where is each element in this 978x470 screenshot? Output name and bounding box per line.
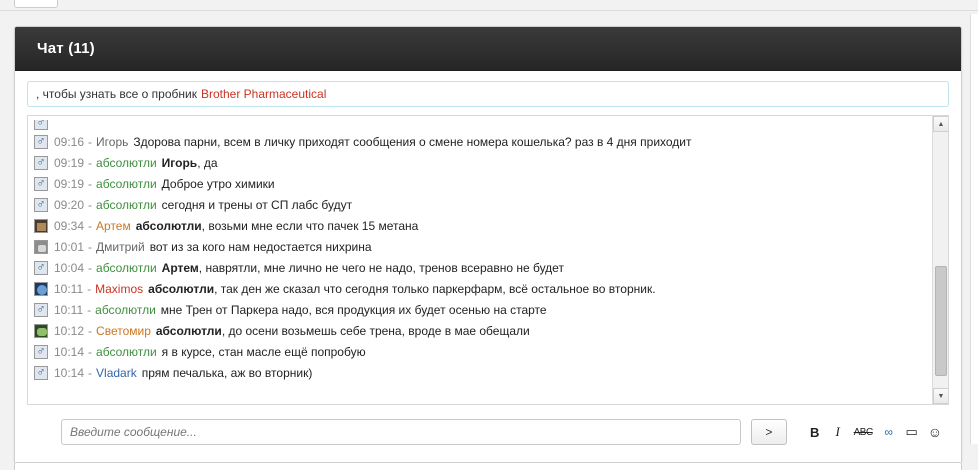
- message-author[interactable]: абсолютли: [95, 303, 156, 317]
- message-separator: -: [88, 198, 93, 212]
- avatar-mars-icon: [34, 198, 48, 212]
- message-author[interactable]: Артем: [96, 219, 131, 233]
- image-icon[interactable]: ▭: [905, 424, 918, 439]
- message-text: , наврятли, мне лично не чего не надо, тренов всеравно не будет: [198, 261, 564, 275]
- message-text: , до осени возьмешь себе трена, вроде в мае обещали: [221, 324, 530, 338]
- chat-message-window: [27, 115, 949, 405]
- message-text: Доброе утро химики: [161, 177, 275, 191]
- message-mention-bold: абсолютли: [135, 219, 202, 233]
- message-text: , так ден же сказал что сегодня только паркерфарм, всё остальное во вторник.: [214, 282, 656, 296]
- list-item: [34, 132, 930, 153]
- message-author[interactable]: абсолютли: [96, 261, 157, 275]
- message-input[interactable]: [61, 419, 741, 445]
- message-timestamp: 09:19: [54, 177, 85, 191]
- message-mention-bold: Артем: [161, 261, 199, 275]
- top-divider: [0, 10, 978, 11]
- message-text: , возьми мне если что пачек 15 метана: [201, 219, 419, 233]
- right-panel-edge: [970, 14, 978, 444]
- list-item: [34, 321, 930, 342]
- chat-message-list: [28, 116, 948, 404]
- avatar-mars-icon: [34, 177, 48, 191]
- send-button[interactable]: >: [751, 419, 787, 445]
- list-item: [34, 174, 930, 195]
- chat-notice-text: , чтобы узнать все о пробник: [36, 87, 197, 101]
- strikethrough-button[interactable]: ABC: [853, 423, 874, 441]
- chat-composer: [27, 405, 949, 451]
- formatting-toolbar: [807, 423, 943, 441]
- avatar-mars-icon: [34, 366, 48, 380]
- avatar-mars-icon: [34, 345, 48, 359]
- list-item: [34, 216, 930, 237]
- message-timestamp: 10:14: [54, 366, 85, 380]
- chat-panel-header: [15, 27, 961, 71]
- message-timestamp: 09:20: [54, 198, 85, 212]
- avatar-mars-icon: [34, 156, 48, 170]
- scroll-up-arrow-icon[interactable]: ▲: [933, 116, 949, 132]
- message-mention-bold: абсолютли: [148, 282, 215, 296]
- avatar: [34, 324, 48, 338]
- message-timestamp: 10:11: [54, 303, 84, 317]
- message-text: мне Трен от Паркера надо, вся продукция их будет осенью на старте: [160, 303, 547, 317]
- message-author[interactable]: абсолютли: [96, 177, 157, 191]
- message-separator: -: [87, 303, 92, 317]
- message-author[interactable]: Дмитрий: [96, 240, 145, 254]
- message-timestamp: 09:34: [54, 219, 85, 233]
- message-separator: -: [88, 345, 93, 359]
- message-separator: -: [88, 156, 93, 170]
- message-timestamp: 10:12: [54, 324, 85, 338]
- link-icon[interactable]: ∞: [881, 423, 897, 441]
- message-text: вот из за кого нам недостается нихрина: [149, 240, 372, 254]
- message-text: я в курсе, стан масле ещё попробую: [161, 345, 366, 359]
- message-author[interactable]: Maximos: [95, 282, 144, 296]
- message-author[interactable]: абсолютли: [96, 345, 157, 359]
- chat-notice-link[interactable]: Brother Pharmaceutical: [200, 87, 327, 101]
- message-text: Здорова парни, всем в личку приходят сообщения о смене номера кошелька? раз в 4 дня приходит: [133, 135, 692, 149]
- message-timestamp: 10:11: [54, 282, 84, 296]
- avatar: [34, 120, 48, 130]
- message-timestamp: 09:19: [54, 156, 85, 170]
- message-author[interactable]: Светомир: [96, 324, 151, 338]
- scrollbar[interactable]: [932, 116, 948, 404]
- chat-notice-bar: [27, 81, 949, 107]
- message-mention-bold: абсолютли: [155, 324, 222, 338]
- list-item: [34, 342, 930, 363]
- message-separator: -: [88, 240, 93, 254]
- message-timestamp: 10:14: [54, 345, 85, 359]
- message-mention-bold: Игорь: [161, 156, 198, 170]
- message-text: сегодня и трены от СП лабс будут: [161, 198, 353, 212]
- message-separator: -: [88, 219, 93, 233]
- bottom-partial-panel: [14, 462, 962, 470]
- chat-panel-body: [15, 71, 961, 463]
- message-separator: -: [88, 135, 93, 149]
- avatar-mars-icon: [34, 303, 48, 317]
- message-author[interactable]: Vladark: [96, 366, 137, 380]
- avatar: [34, 240, 48, 254]
- list-item: [34, 300, 930, 321]
- message-mention: [148, 281, 655, 298]
- message-timestamp: 10:04: [54, 261, 85, 275]
- message-author[interactable]: Игорь: [96, 135, 129, 149]
- smiley-icon[interactable]: ☺: [927, 424, 942, 440]
- avatar-mars-icon: [34, 261, 48, 275]
- scrollbar-thumb[interactable]: [935, 266, 947, 376]
- message-text: , да: [197, 156, 218, 170]
- message-timestamp: 09:16: [54, 135, 85, 149]
- scroll-down-arrow-icon[interactable]: ▼: [933, 388, 949, 404]
- list-item: [34, 363, 930, 384]
- list-item: [34, 258, 930, 279]
- top-partial-control[interactable]: [14, 0, 58, 8]
- message-text: прям печалька, аж во вторник): [141, 366, 313, 380]
- message-timestamp: 10:01: [54, 240, 85, 254]
- message-author[interactable]: абсолютли: [96, 198, 157, 212]
- message-separator: -: [88, 261, 93, 275]
- message-author[interactable]: абсолютли: [96, 156, 157, 170]
- message-separator: -: [88, 177, 93, 191]
- bold-button[interactable]: B: [807, 423, 823, 441]
- message-mention: [136, 218, 419, 235]
- italic-button[interactable]: I: [830, 423, 846, 441]
- avatar: [34, 282, 48, 296]
- message-mention: [162, 155, 218, 172]
- message-separator: -: [87, 282, 92, 296]
- message-mention: [162, 260, 564, 277]
- chat-panel: [14, 26, 962, 464]
- message-separator: -: [88, 366, 93, 380]
- list-item: [34, 195, 930, 216]
- message-mention: [156, 323, 530, 340]
- avatar: [34, 219, 48, 233]
- list-item: [34, 153, 930, 174]
- list-item: [34, 279, 930, 300]
- list-item: [34, 237, 930, 258]
- list-item: [34, 120, 930, 132]
- message-separator: -: [88, 324, 93, 338]
- chat-title: Чат (11): [37, 40, 95, 57]
- avatar-mars-icon: [34, 135, 48, 149]
